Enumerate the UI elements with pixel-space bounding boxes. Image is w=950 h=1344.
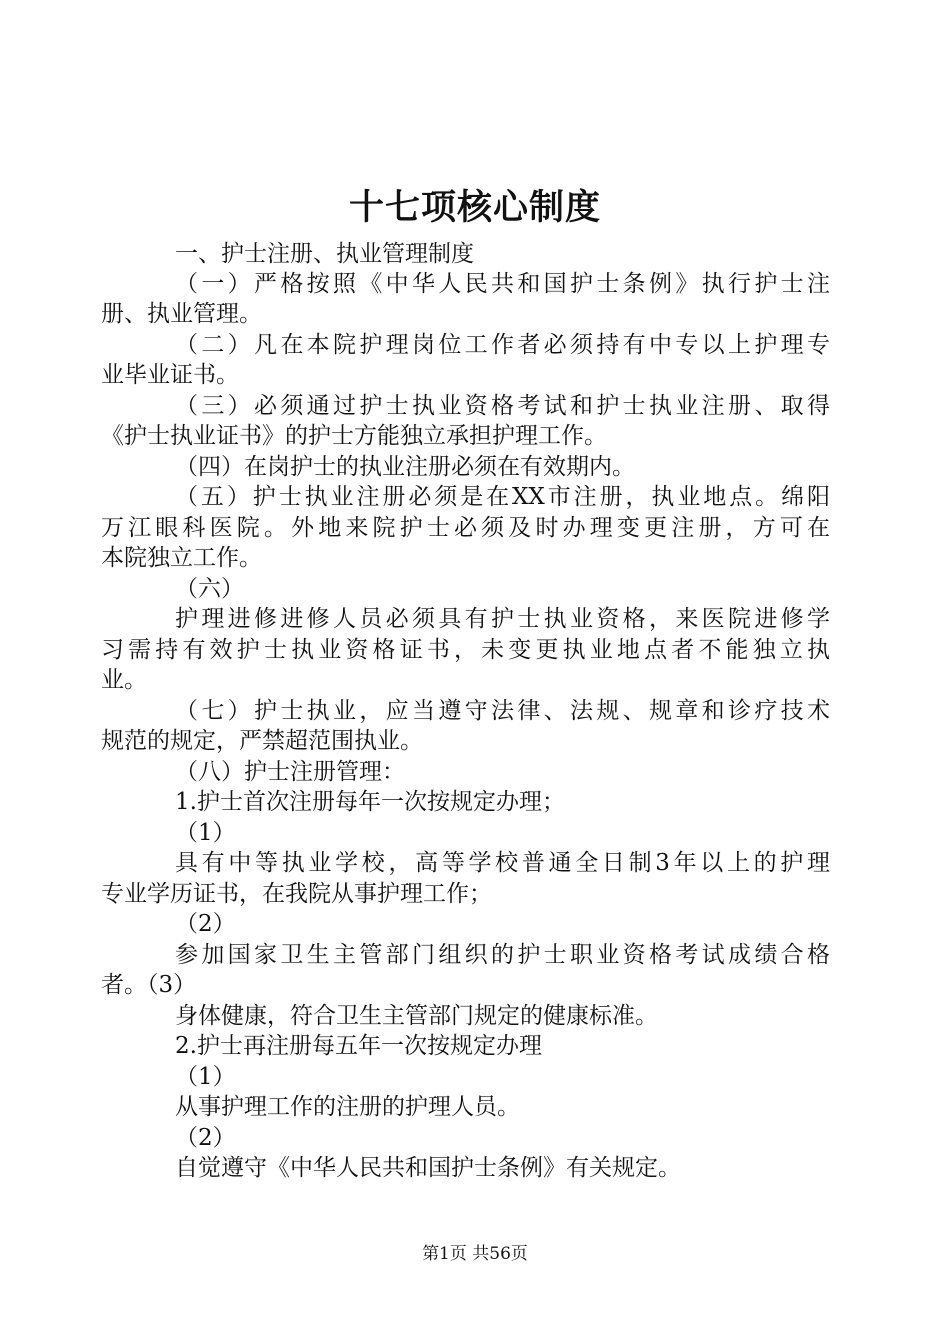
text-line: 2.护士再注册每五年一次按规定办理 [175, 1033, 542, 1059]
page-title: 十七项核心制度 [348, 187, 601, 228]
text-line: （1） [175, 1064, 236, 1090]
text-line: （五）护士执业注册必须是在XX市注册，执业地点。绵阳 [175, 484, 830, 510]
text-line: （1） [175, 820, 236, 846]
text-line: 习需持有效护士执业资格证书，未变更执业地点者不能独立执 [101, 637, 830, 663]
text-line: 者。（3） [101, 972, 197, 998]
text-line: 业。 [101, 667, 147, 693]
text-line: （四）在岗护士的执业注册必须在有效期内。 [175, 454, 635, 480]
text-line: 万江眼科医院。外地来院护士必须及时办理变更注册，方可在 [101, 515, 830, 541]
text-line: （一）严格按照《中华人民共和国护士条例》执行护士注 [175, 271, 830, 297]
text-line: （七）护士执业，应当遵守法律、法规、规章和诊疗技术 [175, 698, 830, 724]
text-line: 《护士执业证书》的护士方能独立承担护理工作。 [101, 423, 607, 449]
text-line: 身体健康，符合卫生主管部门规定的健康标准。 [175, 1003, 658, 1029]
text-line: 自觉遵守《中华人民共和国护士条例》有关规定。 [175, 1155, 681, 1181]
text-line: 规范的规定，严禁超范围执业。 [101, 728, 423, 754]
text-line: 本院独立工作。 [101, 545, 262, 571]
text-line: （八）护士注册管理： [175, 759, 405, 785]
text-line: 册、执业管理。 [101, 301, 262, 327]
text-line: 1.护士首次注册每年一次按规定办理； [175, 789, 565, 815]
text-line: 一、护士注册、执业管理制度 [175, 241, 474, 267]
text-line: 护理进修进修人员必须具有护士执业资格，来医院进修学 [175, 606, 830, 632]
text-line: （2） [175, 1125, 236, 1151]
text-line: 具有中等执业学校，高等学校普通全日制3年以上的护理 [175, 850, 830, 876]
page-footer: 第1页 共56页 [422, 1244, 528, 1264]
text-line: 参加国家卫生主管部门组织的护士职业资格考试成绩合格 [175, 942, 830, 968]
text-line: （二）凡在本院护理岗位工作者必须持有中专以上护理专 [175, 332, 830, 358]
text-line: 业毕业证书。 [101, 362, 239, 388]
text-line: （2） [175, 911, 236, 937]
text-line: 从事护理工作的注册的护理人员。 [175, 1094, 520, 1120]
text-line: （六） [175, 576, 244, 602]
text-line: （三）必须通过护士执业资格考试和护士执业注册、取得 [175, 393, 830, 419]
text-line: 专业学历证书，在我院从事护理工作； [101, 881, 492, 907]
